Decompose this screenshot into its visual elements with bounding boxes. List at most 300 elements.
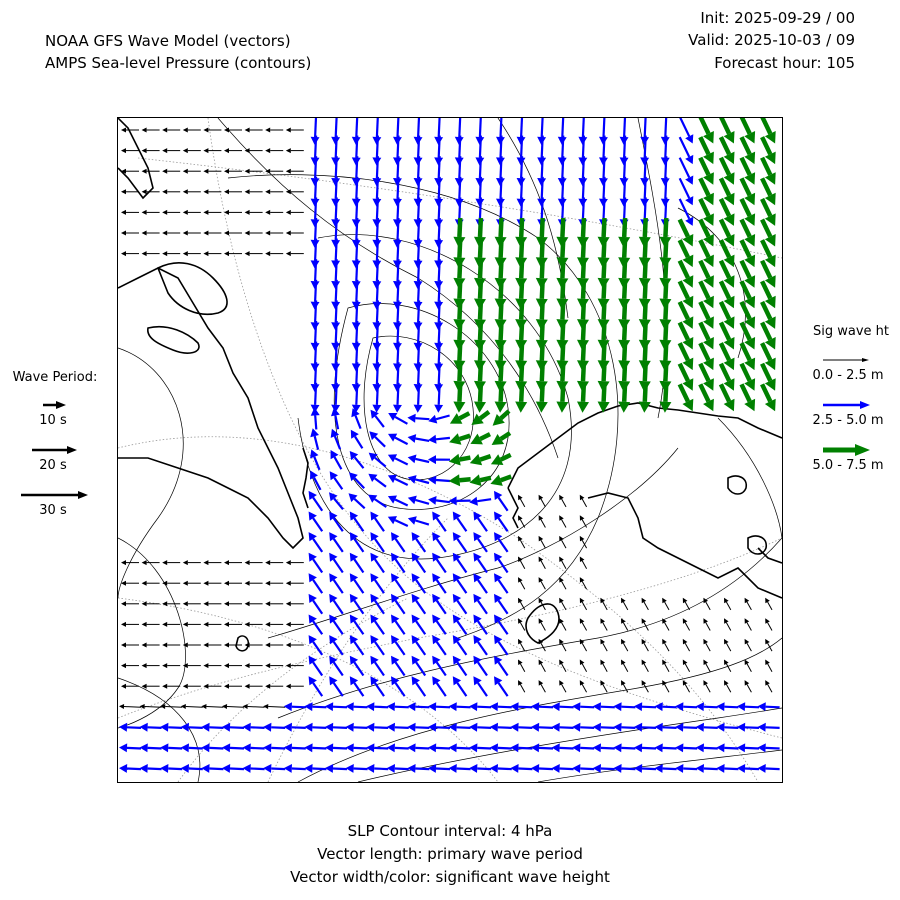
wave-vector-head [162,622,167,627]
wave-vector-shaft [460,458,471,460]
wave-vector-shaft [726,664,730,672]
wave-vector-shaft [645,342,646,361]
period-arrow-30s [21,491,88,499]
wave-vector-shaft [416,500,430,504]
wave-vector-head [181,743,189,752]
wave-vector-shaft [315,280,316,302]
wave-vector-shaft [398,118,399,137]
wave-vector-shaft [518,748,532,749]
wave-vector-head [203,128,208,133]
wave-vector-shaft [762,178,770,195]
wave-vector-shaft [520,664,524,672]
wave-vector-shaft [518,769,532,770]
wave-vector-head [224,684,229,689]
wave-vector-head [160,764,168,773]
wave-vector-head [121,622,126,627]
wave-vector-shaft [334,478,342,490]
wave-vector-head [304,723,312,732]
wave-vector-shaft [356,280,357,302]
wave-vector-shaft [439,383,440,405]
wave-vector-shaft [541,520,545,528]
wave-vector-head [183,601,188,606]
wave-vector-shaft [583,118,584,137]
wave-vector-shaft [539,748,553,749]
wave-vector-head [162,189,167,194]
wave-vector-shaft [700,118,708,134]
wave-vector-head [453,402,465,413]
wave-vector-shaft [642,748,656,749]
wave-vector-shaft [416,642,425,655]
wave-vector-head [510,764,518,773]
wave-vector-shaft [742,384,750,401]
wave-vector-shaft [562,321,563,340]
wave-vector-head [286,663,291,668]
wave-vector-shaft [562,664,566,672]
wave-vector-shaft [623,643,627,651]
wave-vector-shaft [356,197,357,219]
wave-vector-shaft [416,459,430,462]
wave-vector-head [142,210,147,215]
wave-vector-shaft [501,280,502,299]
wave-vector-shaft [127,727,141,728]
wave-vector-shaft [439,136,440,158]
height-legend-title: Sig wave ht [812,324,889,339]
wave-vector-shaft [583,342,584,361]
wave-vector-head [121,560,126,565]
wave-vector-head [490,702,498,711]
wave-vector-shaft [127,748,141,749]
wave-vector-shaft [665,136,666,158]
wave-vector-head [737,702,745,711]
wave-vector-shaft [334,601,343,614]
wave-vector-shaft [726,623,730,631]
wave-vector-head [263,743,271,752]
wave-vector-head [245,210,250,215]
wave-vector-shaft [762,323,770,340]
wave-vector-shaft [189,769,203,770]
wave-vector-head [449,702,457,711]
wave-vector-head [162,210,167,215]
wave-vector-shaft [603,643,607,651]
wave-vector-head [243,764,251,773]
wave-vector-shaft [271,727,285,728]
wave-vector-shaft [665,383,666,402]
wave-vector-shaft [542,118,543,137]
wave-vector-head [696,764,704,773]
wave-vector-shaft [685,623,689,631]
wave-vector-head [407,414,415,423]
wave-vector-head [162,643,167,648]
wave-vector-shaft [415,439,429,441]
wave-vector-shaft [762,384,770,401]
wave-vector-shaft [457,748,471,749]
wave-vector-shaft [665,300,666,319]
wave-vector-shaft [501,259,502,278]
wave-vector-shaft [478,662,487,675]
wave-vector-shaft [375,601,384,614]
wave-vector-shaft [315,300,316,322]
wave-vector-head [490,743,498,752]
wave-vector-shaft [168,769,182,770]
wave-vector-shaft [460,479,471,480]
wave-vector-shaft [436,480,450,481]
wave-vector-shaft [355,457,364,468]
wave-vector-shaft [499,539,508,552]
wave-vector-shaft [601,707,615,708]
wave-vector-shaft [724,748,738,749]
wave-vector-shaft [562,118,563,137]
wave-vector-head [181,723,189,732]
wave-vector-shaft [724,769,738,770]
wave-vector-head [224,581,229,586]
wave-vector-head [140,704,145,709]
wave-vector-shaft [645,239,646,258]
wave-vector-head [284,764,292,773]
wave-vector-shaft [683,707,697,708]
wave-vector-shaft [706,643,710,651]
wave-vector-shaft [721,343,729,360]
wave-vector-head [346,764,354,773]
wave-vector-shaft [313,662,322,675]
wave-vector-shaft [312,769,326,770]
wave-vector-shaft [742,137,750,154]
wave-vector-shaft [436,769,450,770]
wave-vector-shaft [395,748,409,749]
wave-vector-shaft [665,280,666,299]
wave-vector-shaft [354,518,363,531]
wave-vector-shaft [480,197,481,219]
wave-vector-head [716,743,724,752]
wave-vector-shaft [747,684,751,692]
wave-vector-shaft [624,239,625,258]
wave-vector-shaft [459,280,460,299]
wave-vector-head [201,723,209,732]
wave-vector-shaft [680,384,688,401]
wave-vector-shaft [762,281,770,298]
wave-vector-shaft [313,518,322,531]
wave-vector-head [552,723,560,732]
wave-vector-head [203,581,208,586]
wave-vector-shaft [356,416,361,429]
wave-vector-shaft [499,683,508,696]
wave-vector-head [162,128,167,133]
wave-vector-shaft [762,302,770,319]
wave-vector-shaft [642,707,656,708]
wave-vector-shaft [271,748,285,749]
wave-vector-shaft [521,156,522,178]
wave-vector-shaft [335,457,342,469]
wave-vector-shaft [603,602,607,610]
wave-vector-shaft [398,136,399,158]
wave-vector-shaft [583,136,584,158]
wave-vector-shaft [604,280,605,299]
wave-vector-head [224,169,229,174]
wave-vector-shaft [478,518,487,531]
wave-vector-shaft [501,177,502,199]
wave-vector-shaft [439,197,440,219]
wave-vector-head [181,764,189,773]
wave-vector-head [203,148,208,153]
wave-vector-shaft [377,300,378,322]
wave-vector-shaft [333,727,347,728]
wave-vector-head [737,743,745,752]
wave-vector-shaft [501,321,502,340]
wave-vector-head [265,560,270,565]
wave-vector-head [286,643,291,648]
wave-vector-shaft [398,156,399,178]
wave-vector-head [286,128,291,133]
wave-vector-shaft [624,321,625,340]
wave-vector-head [495,402,507,413]
wave-vector-head [449,474,461,486]
wave-vector-shaft [374,769,388,770]
wave-vector-shaft [418,136,419,158]
wave-vector-shaft [356,239,357,261]
wave-vector-shaft [459,321,460,340]
wave-vector-shaft [645,218,646,237]
wave-vector-shaft [436,438,450,439]
wave-vector-shaft [745,748,759,749]
wave-vector-shaft [521,383,522,402]
wave-vector-shaft [312,707,326,708]
wave-vector-shaft [706,664,710,672]
wave-vector-shaft [665,643,669,651]
wave-vector-shaft [457,707,471,708]
wave-vector-shaft [520,581,524,589]
wave-vector-shaft [334,539,343,552]
wave-vector-head [140,723,148,732]
wave-vector-shaft [501,218,502,237]
wave-vector-shaft [685,602,689,610]
wave-vector-shaft [580,707,594,708]
wave-vector-head [696,702,704,711]
wave-vector-shaft [480,280,481,299]
wave-vector-head [245,251,250,256]
wave-vector-shaft [665,156,666,178]
wave-vector-shaft [683,769,697,770]
wave-vector-shaft [562,259,563,278]
wave-vector-head [408,434,417,443]
wave-vector-head [552,764,560,773]
wave-vector-shaft [742,178,750,195]
wave-vector-shaft [478,559,487,572]
wave-vector-shaft [583,218,584,237]
wave-vector-shaft [336,383,337,405]
wave-vector-shaft [356,342,357,364]
wave-vector-shaft [685,643,689,651]
wave-vector-shaft [356,321,357,343]
wave-vector-shaft [521,136,522,158]
wave-vector-head [265,251,270,256]
wave-vector-head [160,743,168,752]
wave-vector-head [203,189,208,194]
wave-vector-shaft [762,343,770,360]
wave-vector-shaft [603,623,607,631]
wave-vector-head [428,455,436,464]
wave-vector-shaft [313,559,322,572]
wave-vector-head [265,148,270,153]
wave-vector-shaft [768,664,772,672]
height-arrow-low [823,358,869,362]
wave-vector-shaft [560,748,574,749]
wave-vector-head [407,743,415,752]
wave-vector-shaft [745,727,759,728]
wave-vector-head [265,601,270,606]
wave-vector-shaft [762,364,770,381]
wave-vector-shaft [499,559,508,572]
wave-vector-head [203,210,208,215]
wave-vector-shaft [604,259,605,278]
wave-vector-head [408,496,417,505]
wave-vector-shaft [583,156,584,178]
wave-vector-shaft [604,156,605,178]
wave-vector-shaft [396,642,405,655]
wave-vector-shaft [704,707,718,708]
wave-vector-shaft [501,197,502,219]
wave-vector-shaft [539,707,553,708]
wave-vector-head [222,704,227,709]
wave-vector-shaft [418,300,419,322]
wave-vector-shaft [415,769,429,770]
wave-vector-shaft [457,518,466,531]
wave-vector-head [304,764,312,773]
wave-vector-shaft [168,748,182,749]
wave-vector-head [183,189,188,194]
wave-vector-shaft [542,259,543,278]
wave-vector-shaft [395,438,408,445]
wave-vector-shaft [624,118,625,137]
wave-vector-shaft [583,300,584,319]
wave-vector-shaft [395,479,408,485]
wave-vector-head [222,723,230,732]
wave-vector-shaft [700,220,708,237]
wave-vector-shaft [583,362,584,381]
wave-vector-shaft [313,580,322,593]
wave-vector-shaft [644,643,648,651]
wave-vector-head [284,702,292,711]
wave-vector-head [758,764,766,773]
wave-vector-shaft [230,727,244,728]
wave-vector-shaft [642,769,656,770]
wave-vector-head [284,743,292,752]
wave-vector-shaft [315,383,316,405]
wave-vector-shaft [375,683,384,696]
wave-vector-shaft [562,342,563,361]
wave-vector-shaft [415,418,429,419]
wave-vector-shaft [375,437,385,447]
wave-vector-shaft [604,177,605,199]
wave-vectors [119,118,780,773]
wave-vector-shaft [375,416,384,427]
wave-vector-shaft [375,642,384,655]
wave-vector-shaft [621,748,635,749]
wave-vector-head [286,622,291,627]
wave-vector-shaft [700,364,708,381]
wave-vector-shaft [356,362,357,384]
wave-vector-shaft [700,199,708,216]
wave-vector-shaft [644,602,648,610]
wave-vector-shaft [377,259,378,281]
wave-vector-shaft [480,434,490,439]
wave-vector-shaft [398,177,399,199]
wave-vector-shaft [562,136,563,158]
wave-vector-shaft [377,197,378,219]
wave-vector-shaft [499,662,508,675]
wave-vector-shaft [562,602,566,610]
wave-vector-head [265,622,270,627]
wave-vector-shaft [700,158,708,175]
wave-vector-shaft [499,518,508,531]
wave-vector-head [121,189,126,194]
wave-vector-shaft [457,559,466,572]
wave-vector-head [572,743,580,752]
wave-vector-head [470,474,482,486]
wave-vector-head [224,601,229,606]
wave-vector-shaft [418,118,419,137]
wave-vector-shaft [683,748,697,749]
wave-vector-shaft [478,539,487,552]
wave-vector-shaft [396,601,405,614]
wave-vector-head [222,764,230,773]
wave-vector-shaft [124,707,141,708]
wave-vector-shaft [439,321,440,343]
wave-vector-shaft [624,197,625,219]
wave-vector-shaft [680,240,688,257]
wave-vector-shaft [480,412,489,419]
wave-vector-shaft [683,727,697,728]
wave-vector-shaft [623,664,627,672]
wave-vector-shaft [165,707,182,708]
wave-vector-shaft [398,321,399,343]
wave-vector-shaft [480,136,481,158]
wave-vector-head [634,764,642,773]
wave-vector-shaft [700,384,708,401]
wave-vector-head [737,723,745,732]
wave-vector-head [531,764,539,773]
valid-time: Valid: 2025-10-03 / 09 [688,31,855,49]
wave-vector-shaft [209,727,223,728]
wave-vector-shaft [721,240,729,257]
wave-vector-head [203,251,208,256]
wave-vector-shaft [354,662,363,675]
wave-vector-shaft [418,177,419,199]
wave-vector-shaft [460,413,470,418]
wave-vector-shaft [663,769,677,770]
wave-vector-shaft [582,499,586,507]
wave-vector-shaft [356,118,357,137]
wave-vector-shaft [542,383,543,402]
wave-vector-shaft [721,384,729,401]
wave-vector-shaft [700,323,708,340]
wave-vector-shaft [436,727,450,728]
wave-vector-shaft [521,321,522,340]
wave-vector-shaft [721,178,729,195]
wave-vector-shaft [541,540,545,548]
wave-vector-head [572,764,580,773]
wave-vector-shaft [624,383,625,402]
wave-vector-shaft [437,580,446,593]
wave-vector-head [449,433,461,444]
wave-vector-shaft [580,748,594,749]
wave-vector-shaft [542,321,543,340]
wave-vector-head [613,723,621,732]
wave-vector-shaft [418,259,419,281]
wave-vector-head [203,643,208,648]
wave-vector-head [696,723,704,732]
wave-vector-head [428,435,436,444]
wave-vector-shaft [621,707,635,708]
wave-vector-shaft [518,707,532,708]
